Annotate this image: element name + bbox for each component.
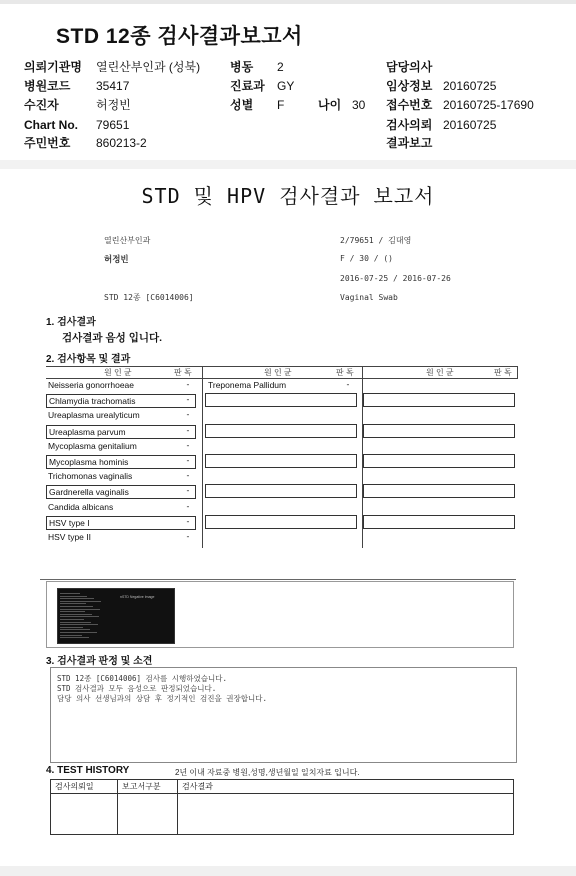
col-divider-end <box>517 366 518 378</box>
history-col-type: 보고서구분 <box>122 782 161 791</box>
label-test-request: 검사의뢰 <box>386 118 433 132</box>
thumbnail-band <box>60 603 86 604</box>
empty-result-box <box>205 424 357 438</box>
pathogen-name: Trichomonas vaginalis <box>48 471 133 482</box>
empty-result-box <box>363 515 515 529</box>
thumbnail-band <box>60 627 83 628</box>
thumbnail-band <box>60 622 91 623</box>
empty-result-box <box>205 454 357 468</box>
comment-line-3: 담당 의사 선생님과의 상담 후 정기적인 검진을 권장합니다. <box>57 694 268 703</box>
pathogen-name: Mycoplasma hominis <box>46 455 196 469</box>
page-title: STD 12종 검사결과보고서 <box>56 25 303 48</box>
label-ward: 병동 <box>230 60 254 74</box>
header-pathogen-3: 원 인 균 <box>426 368 454 377</box>
report-dates: 2016-07-25 / 2016-07-26 <box>340 274 451 283</box>
label-doctor: 담당의사 <box>386 60 433 74</box>
thumbnail-band <box>60 596 87 597</box>
col-divider-1 <box>202 366 203 548</box>
thumbnail-band <box>60 624 98 625</box>
value-age: 30 <box>352 98 366 112</box>
pathogen-name: Mycoplasma genitalium <box>48 440 137 451</box>
empty-result-box <box>363 424 515 438</box>
report-test-code: STD 12종 [C6014006] <box>104 293 194 302</box>
report-chart-doctor: 2/79651 / 김대영 <box>340 236 412 245</box>
section2-title: 2. 검사항목 및 결과 <box>46 354 131 365</box>
value-ward: 2 <box>277 60 284 74</box>
value-patient: 허정빈 <box>96 98 131 112</box>
thumbnail-band <box>60 601 101 602</box>
thumbnail-band <box>60 609 100 610</box>
report-sex-age: F / 30 / () <box>340 254 393 263</box>
empty-result-box <box>363 393 515 407</box>
empty-result-box <box>363 484 515 498</box>
thumbnail-band <box>60 619 84 620</box>
pathogen-judgement: - <box>186 486 190 496</box>
result-image-thumbnail <box>57 588 175 644</box>
label-receipt-no: 접수번호 <box>386 98 433 112</box>
pathogen-name: HSV type II <box>48 532 91 542</box>
pathogen-judgement: - <box>186 380 190 389</box>
value-requesting-org: 열린산부인과 (성북) <box>96 60 201 74</box>
thumbnail-band <box>60 598 94 599</box>
pathogen-judgement: - <box>186 395 190 405</box>
thumbnail-band <box>60 616 99 617</box>
value-resident-no: 860213-2 <box>96 136 147 150</box>
label-clinical-info: 임상정보 <box>386 79 433 93</box>
thumbnail-band <box>60 593 80 594</box>
result-summary: 검사결과 음성 입니다. <box>62 332 163 344</box>
history-col-date: 검사의뢰일 <box>55 782 94 791</box>
label-chart-no: Chart No. <box>24 118 78 132</box>
col2-judgement: - <box>346 380 350 389</box>
thumbnail-band <box>60 637 89 638</box>
report-patient: 허정빈 <box>104 254 129 264</box>
section3-title: 3. 검사결과 판정 및 소견 <box>46 656 153 667</box>
col2-pathogen-name: Treponema Pallidum <box>208 380 287 390</box>
divider-bar <box>0 160 576 169</box>
pathogen-judgement: - <box>186 410 190 420</box>
label-department: 진료과 <box>230 79 265 93</box>
value-hospital-code: 35417 <box>96 79 130 93</box>
label-sex: 성별 <box>230 98 254 112</box>
empty-result-box <box>205 393 357 407</box>
pathogen-judgement: - <box>186 471 190 481</box>
label-patient: 수진자 <box>24 98 59 112</box>
value-clinical-info: 20160725 <box>443 79 497 93</box>
thumbnail-band <box>60 606 93 607</box>
pathogen-judgement: - <box>186 456 190 465</box>
value-sex: F <box>277 98 285 112</box>
empty-result-box <box>363 454 515 468</box>
thumbnail-band <box>60 629 90 630</box>
value-receipt-no: 20160725-17690 <box>443 98 534 112</box>
report-specimen: Vaginal Swab <box>340 293 398 302</box>
thumbnail-band <box>60 632 97 633</box>
result-image-panel <box>46 581 514 648</box>
history-col-result: 검사결과 <box>182 782 213 791</box>
bottom-edge <box>0 866 576 876</box>
thumbnail-band <box>60 614 92 615</box>
label-age: 나이 <box>318 98 342 112</box>
pathogen-judgement: - <box>186 440 190 450</box>
history-note: 2년 이내 자료중 병원,성명,생년월일 일치자료 입니다. <box>175 768 360 777</box>
section1-title: 1. 검사결과 <box>46 317 96 328</box>
pathogen-name: Candida albicans <box>48 501 114 512</box>
history-header-rule <box>51 793 513 794</box>
pathogen-judgement: - <box>186 425 190 435</box>
header-judge-2: 판 독 <box>336 368 354 377</box>
label-requesting-org: 의뢰기관명 <box>24 60 82 74</box>
section4-title: 4. TEST HISTORY <box>46 765 130 776</box>
header-pathogen-1: 원 인 균 <box>104 368 132 377</box>
thumbnail-band <box>60 635 82 636</box>
pathogen-name: Ureaplasma parvum <box>46 425 196 439</box>
value-test-request: 20160725 <box>443 118 497 132</box>
pathogen-judgement: - <box>186 501 190 511</box>
pathogen-name: Neisseria gonorrhoeae <box>48 380 134 390</box>
results-table <box>46 366 518 546</box>
thumbnail-band <box>60 611 85 612</box>
label-result-report: 결과보고 <box>386 136 433 150</box>
results-table-header <box>46 366 518 379</box>
comment-line-2: STD 검사결과 모두 음성으로 판정되었습니다. <box>57 684 217 693</box>
label-resident-no: 주민번호 <box>24 136 71 150</box>
pathogen-name: Ureaplasma urealyticum <box>48 410 140 421</box>
header-pathogen-2: 원 인 균 <box>264 368 292 377</box>
header-judge-3: 판 독 <box>494 368 512 377</box>
report-title: STD 및 HPV 검사결과 보고서 <box>141 184 435 208</box>
report-clinic: 열린산부인과 <box>104 236 151 245</box>
empty-result-box <box>205 515 357 529</box>
empty-result-box <box>205 484 357 498</box>
comment-line-1: STD 12종 [C6014006] 검사를 시행하였습니다. <box>57 674 228 683</box>
pathogen-judgement: - <box>186 516 190 526</box>
value-chart-no: 79651 <box>96 118 130 132</box>
label-hospital-code: 병원코드 <box>24 79 71 93</box>
pathogen-name: Chlamydia trachomatis <box>46 394 196 408</box>
thumbnail-label: nSTD Negative Image <box>120 595 155 599</box>
comment-box <box>50 667 517 763</box>
divider-line <box>40 579 516 580</box>
top-edge <box>0 0 576 4</box>
pathogen-judgement: - <box>186 532 190 541</box>
value-department: GY <box>277 79 295 93</box>
pathogen-name: HSV type I <box>46 516 196 530</box>
history-table <box>50 779 514 835</box>
header-judge-1: 판 독 <box>174 368 192 377</box>
pathogen-name: Gardnerella vaginalis <box>46 485 196 499</box>
